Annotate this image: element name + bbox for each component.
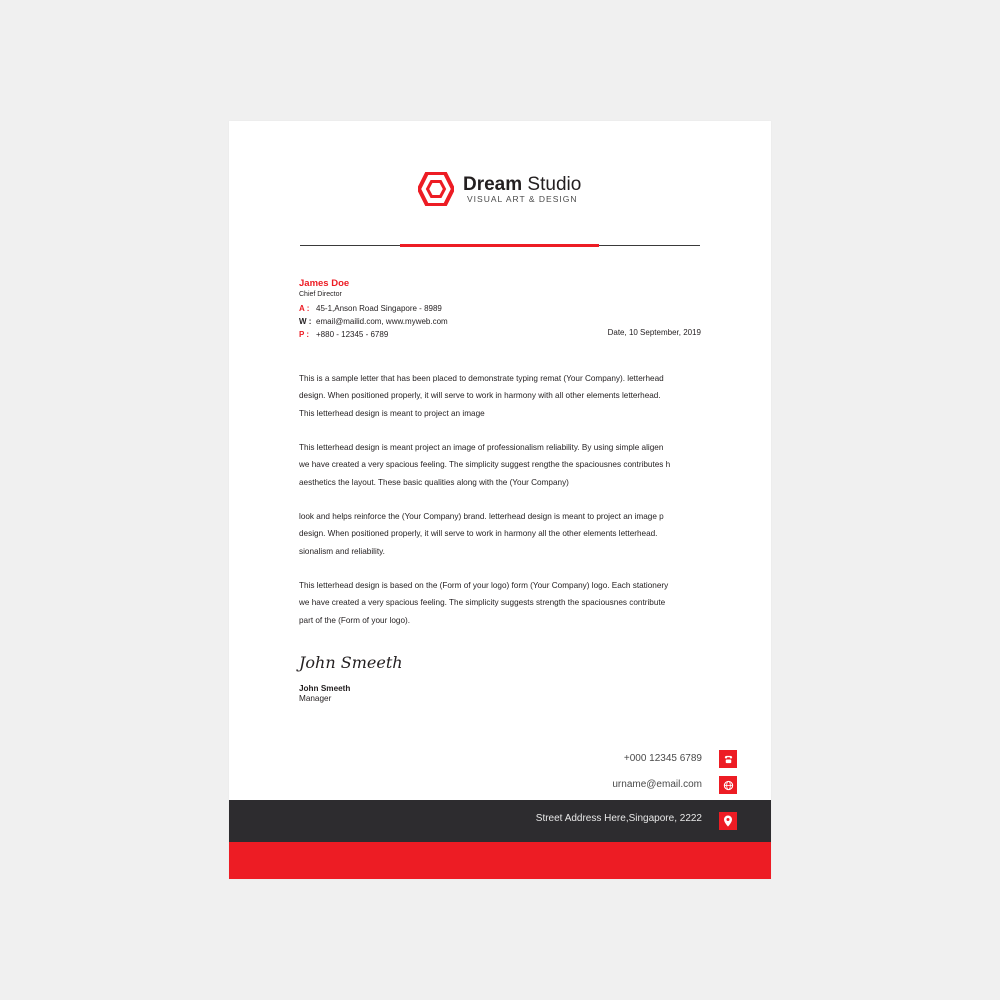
location-pin-icon — [719, 812, 737, 830]
brand-tagline: VISUAL ART & DESIGN — [467, 194, 578, 204]
brand-name-light: Studio — [522, 174, 582, 195]
footer-phone: +000 12345 6789 — [623, 753, 702, 764]
signer-name: John Smeeth — [299, 684, 351, 693]
phone-icon — [719, 750, 737, 768]
footer-address: Street Address Here,Singapore, 2222 — [535, 813, 702, 824]
sender-web-row — [299, 317, 448, 326]
phone-key: P : — [299, 330, 310, 339]
sender-phone-row — [299, 330, 388, 339]
body-paragraph-3: look and helps reinforce the (Your Company) brand. letterhead design is meant to project an image p design. When positioned properly, it will serve to work in harmony all the other elements letterhead. sionalism and reliability. — [299, 512, 664, 556]
sender-web: email@mailid.com, www.myweb.com — [316, 317, 448, 326]
hexagon-logo-icon — [418, 172, 454, 206]
sender-address-row — [299, 304, 442, 313]
footer-red-band — [229, 842, 771, 879]
header-divider-accent — [400, 244, 599, 247]
brand-name-bold: Dream — [463, 174, 523, 195]
sender-address: 45-1,Anson Road Singapore - 8989 — [316, 304, 442, 313]
body-paragraph-4: This letterhead design is based on the (Form of your logo) form (Your Company) logo. Each stationery we have created a very spacious feeling. The simplicity suggests strength the spaciousnes contribute part of the (Form of your logo). — [299, 581, 669, 625]
signer-role: Manager — [299, 694, 332, 703]
handwritten-signature: John Smeeth — [299, 653, 403, 672]
letterhead-page — [229, 121, 771, 879]
sender-name: James Doe — [299, 278, 350, 289]
address-key: A : — [299, 304, 310, 313]
sender-title: Chief Director — [299, 291, 342, 298]
letter-date: Date, 10 September, 2019 — [607, 328, 701, 337]
sender-phone: +880 - 12345 - 6789 — [316, 330, 389, 339]
footer-email: urname@email.com — [612, 779, 702, 790]
body-paragraph-1: This is a sample letter that has been placed to demonstrate typing remat (Your Company). letterhead design. When positioned properly, it will serve to work in harmony with all other elements letterhead. This letterhead design is meant to project an image — [299, 374, 664, 418]
globe-icon — [719, 776, 737, 794]
web-key: W : — [299, 317, 312, 326]
body-paragraph-2: This letterhead design is meant project an image of professionalism reliability. By using simple aligen we have created a very spacious feeling. The simplicity suggest rengthe the spaciousnes contributes h aesthetics the layout. These basic qualities along with the (Your Company) — [299, 443, 671, 487]
brand-name — [463, 174, 581, 196]
